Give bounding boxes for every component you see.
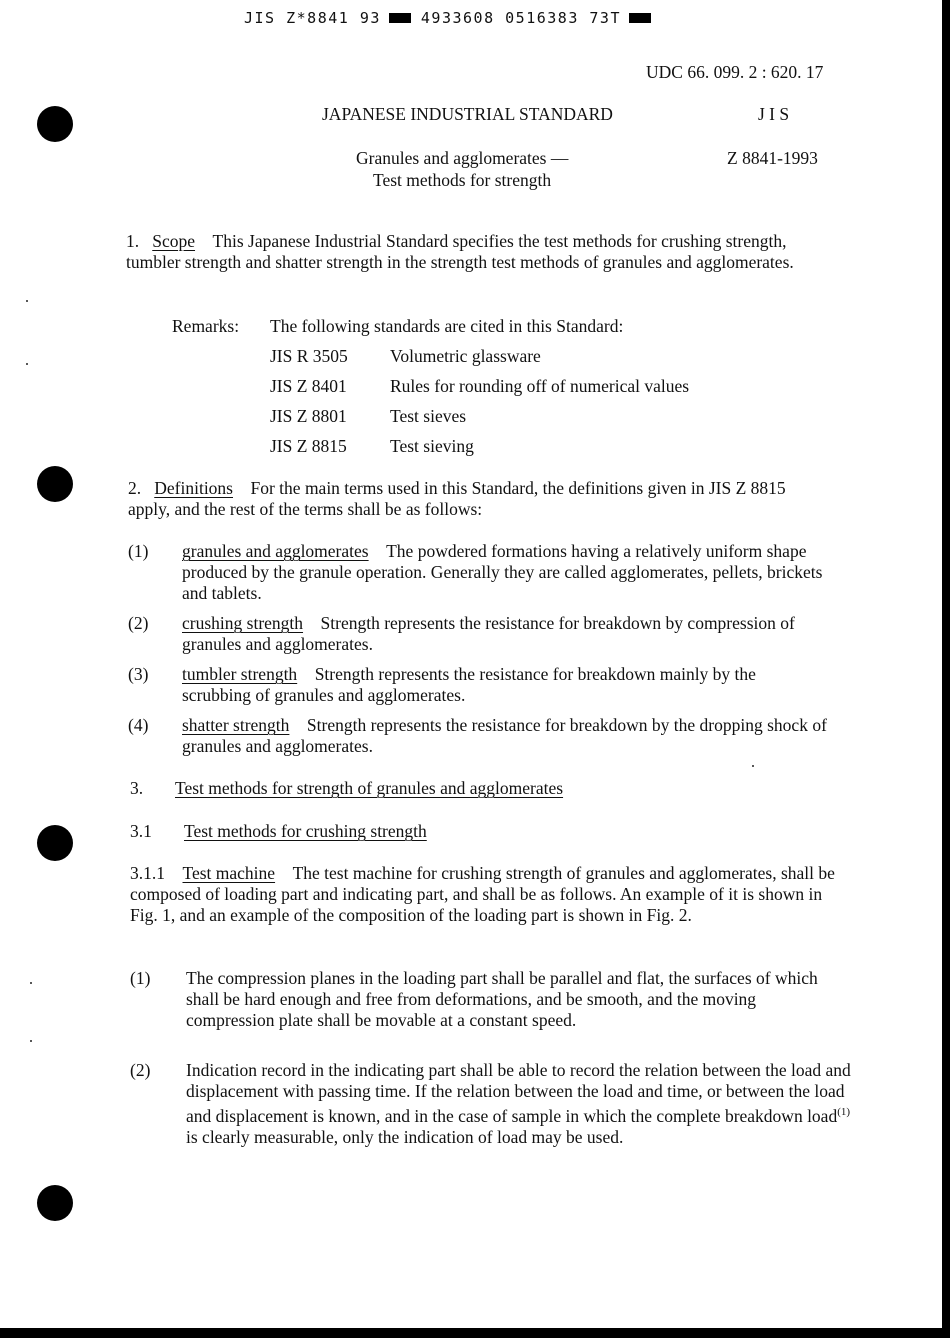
scan-speck: [26, 300, 28, 302]
definition-term: crushing strength: [182, 613, 304, 633]
definition-text: Strength represents the resistance for breakdown by compression of granules and agglomerates.: [182, 613, 795, 654]
definition-item: [182, 715, 832, 757]
definition-term: granules and agglomerates: [182, 541, 369, 561]
punch-hole: [37, 466, 73, 502]
requirement-text: is clearly measurable, only the indication of load may be used.: [186, 1126, 624, 1147]
cited-standard-code: JIS Z 8801: [270, 406, 347, 426]
definitions-text: For the main terms used in this Standard, the definitions given in JIS Z 8815 apply, and the rest of the terms shall be as follows:: [128, 478, 786, 519]
scan-edge-right: [942, 0, 950, 1338]
jis-mark: J I S: [758, 104, 790, 124]
section-heading: Test methods for strength of granules and agglomerates: [175, 778, 564, 798]
definitions-paragraph: [128, 478, 808, 520]
cited-standard-code: JIS R 3505: [270, 346, 348, 366]
scan-speck: [30, 1040, 32, 1042]
scan-speck: [30, 982, 32, 984]
remarks-label: Remarks:: [172, 316, 240, 336]
header-block-mark: [629, 13, 651, 23]
cited-standard-title: Rules for rounding off of numerical values: [390, 376, 690, 396]
standard-title: JAPANESE INDUSTRIAL STANDARD: [322, 104, 613, 124]
punch-hole: [37, 1185, 73, 1221]
subsection-number: 3.1.1: [130, 863, 165, 883]
definition-text: The powdered formations having a relatively uniform shape produced by the granule operation. Generally they are called agglomerates, pellets, brickets and tablets.: [182, 541, 823, 603]
udc-code: UDC 66. 099. 2 : 620. 17: [646, 62, 824, 82]
definition-item: [182, 613, 842, 655]
definition-number: (3): [128, 664, 149, 684]
definition-term: shatter strength: [182, 715, 290, 735]
header-code-line: [244, 9, 651, 27]
definition-number: (2): [128, 613, 149, 633]
test-machine-text: The test machine for crushing strength of granules and agglomerates, shall be composed of loading part and indicating part, and shall be as follows. An example of it is shown in Fig. 1, and an example of the composition of the loading part is shown in Fig. 2.: [130, 863, 835, 925]
section-number: 3.: [130, 778, 144, 798]
cited-standard-title: Test sieves: [390, 406, 467, 426]
scan-speck: [26, 363, 28, 365]
header-block-mark: [389, 13, 411, 23]
subsection-number: 3.1: [130, 821, 152, 841]
scan-speck: [752, 765, 754, 767]
requirement-number: (1): [130, 968, 151, 988]
punch-hole: [37, 106, 73, 142]
cited-standard-title: Volumetric glassware: [390, 346, 541, 366]
cited-standard-code: JIS Z 8815: [270, 436, 347, 456]
subsection-heading: Test machine: [182, 863, 276, 883]
requirement-number: (2): [130, 1060, 151, 1080]
definition-number: (1): [128, 541, 149, 561]
scan-edge-bottom: [0, 1328, 950, 1338]
section-heading: Definitions: [154, 478, 233, 498]
section-number: 2.: [128, 478, 142, 498]
requirement-text: The compression planes in the loading part shall be parallel and flat, the surfaces of which shall be hard enough and free from deformations, and be smooth, and the moving compression plate shall be movable at a constant speed.: [186, 968, 818, 1030]
remarks-intro: The following standards are cited in this Standard:: [270, 316, 624, 336]
doc-title-line2: Test methods for strength: [373, 170, 552, 190]
definition-item: [182, 541, 842, 604]
doc-number: Z 8841-1993: [727, 148, 818, 168]
requirement-text: Indication record in the indicating part shall be able to record the relation between the load and displacement with passing time. If the relation between the load and time, or between the load and displacement is known, and in the case of sample in which the complete breakdown load: [186, 1060, 851, 1126]
header-code-part1: JIS Z*8841 93: [244, 9, 381, 27]
subsection-heading: Test methods for crushing strength: [184, 821, 427, 841]
section-heading: Scope: [152, 231, 196, 251]
footnote-marker: (1): [837, 1106, 851, 1118]
cited-standard-code: JIS Z 8401: [270, 376, 347, 396]
definition-term: tumbler strength: [182, 664, 298, 684]
scope-paragraph: [126, 231, 826, 273]
definition-text: Strength represents the resistance for breakdown mainly by the scrubbing of granules and agglomerates.: [182, 664, 756, 705]
scope-text: This Japanese Industrial Standard specifies the test methods for crushing strength, tumbler strength and shatter strength in the strength test methods of granules and agglomerates.: [126, 231, 794, 272]
definition-text: Strength represents the resistance for breakdown by the dropping shock of granules and agglomerates.: [182, 715, 827, 756]
section-number: 1.: [126, 231, 140, 251]
punch-hole: [37, 825, 73, 861]
definition-item: [182, 664, 822, 706]
header-code-part2: 4933608 0516383 73T: [420, 9, 621, 27]
doc-title-line1: Granules and agglomerates —: [356, 148, 569, 168]
requirement-item: [186, 1060, 851, 1148]
definition-number: (4): [128, 715, 149, 735]
cited-standard-title: Test sieving: [390, 436, 474, 456]
test-machine-paragraph: [130, 863, 840, 926]
